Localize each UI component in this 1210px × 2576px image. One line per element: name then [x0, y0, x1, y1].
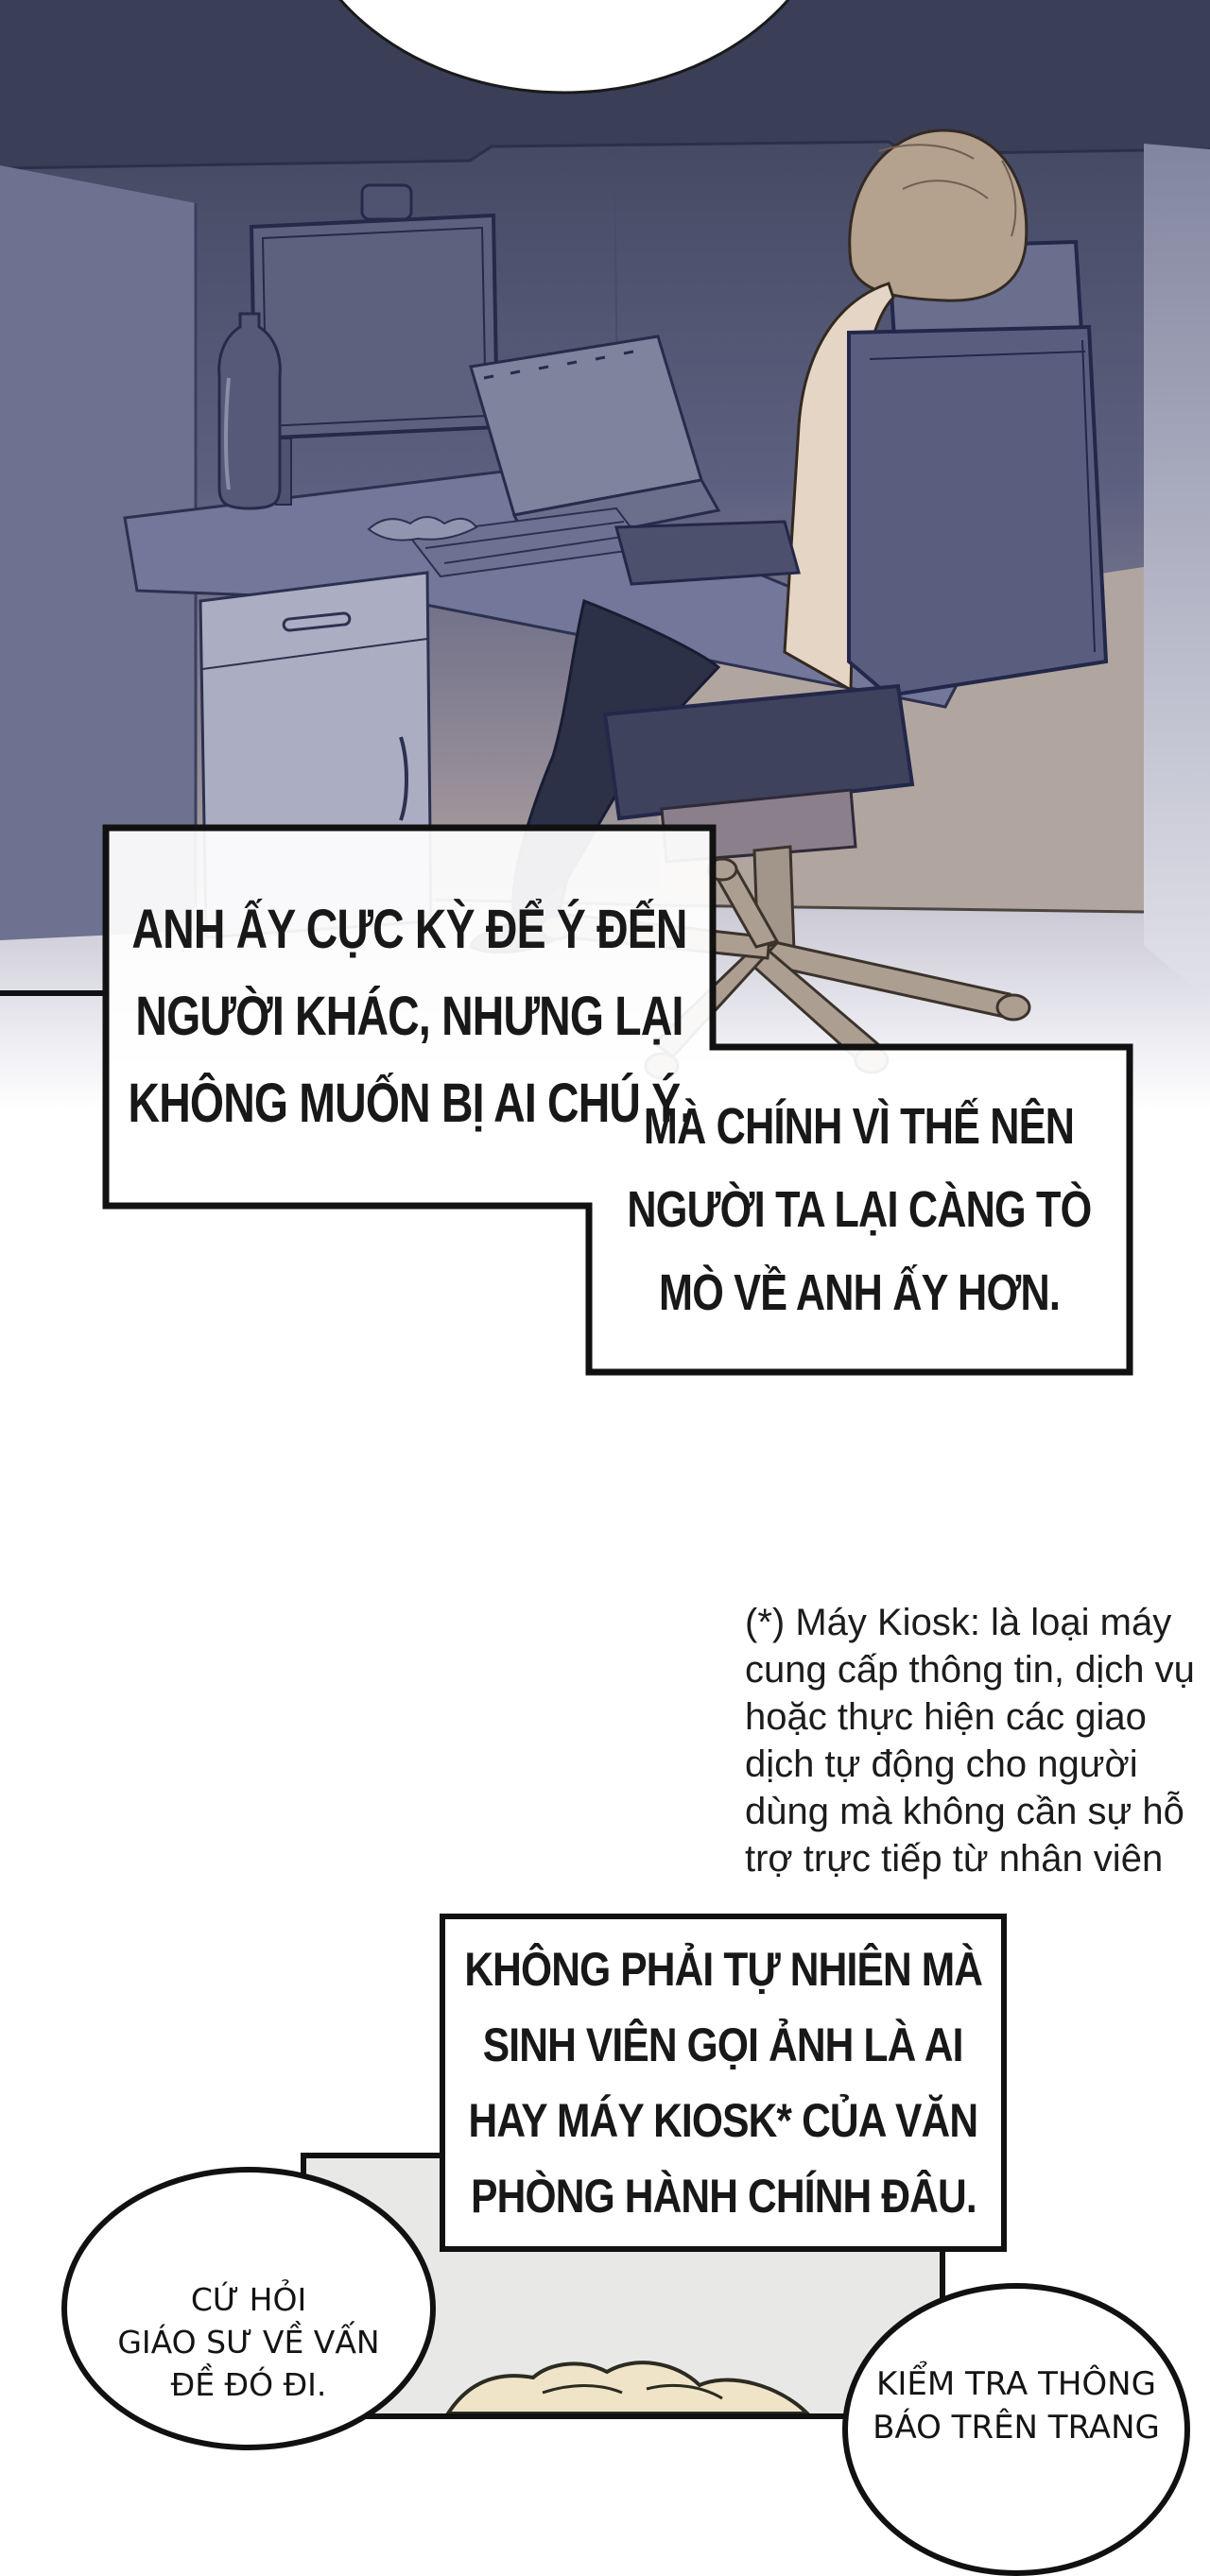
- speech-line: GIÁO SƯ VỀ VẤN: [117, 2324, 380, 2361]
- monitor: [251, 215, 497, 438]
- footnote-line: (*) Máy Kiosk: là loại máy: [745, 1602, 1172, 1643]
- narration-line: ANH ẤY CỰC KỲ ĐỂ Ý ĐẾN: [131, 899, 687, 960]
- narration-line: KHÔNG PHẢI TỰ NHIÊN MÀ: [464, 1943, 982, 1996]
- speech-bubble-left: [61, 2167, 436, 2450]
- speech-bubble-right: [842, 2283, 1190, 2576]
- speech-line: BÁO TRÊN TRANG: [873, 2409, 1160, 2447]
- narration-box-2: [589, 1047, 1130, 1372]
- narration-box-3: [440, 1914, 1007, 2252]
- narration-line: MÒ VỀ ANH ẤY HƠN.: [658, 1264, 1061, 1321]
- narration-line: PHÒNG HÀNH CHÍNH ĐÂU.: [470, 2170, 977, 2223]
- speech-line: KIỂM TRA THÔNG: [876, 2365, 1156, 2403]
- narration-line: NGƯỜI KHÁC, NHƯNG LẠI: [135, 986, 683, 1047]
- narration-line: MÀ CHÍNH VÌ THẾ NÊN: [644, 1098, 1075, 1155]
- webcam: [362, 185, 411, 219]
- speech-line: CỨ HỎI: [190, 2281, 307, 2318]
- speech-line: ĐỀ ĐÓ ĐI.: [170, 2366, 327, 2403]
- narration-line: KHÔNG MUỐN BỊ AI CHÚ Ý.: [128, 1073, 691, 1134]
- footnote-line: dùng mà không cần sự hỗ: [745, 1791, 1184, 1832]
- narration-line: HAY MÁY KIOSK* CỦA VĂN: [468, 2094, 978, 2147]
- chair-armrest: [616, 522, 799, 584]
- footnote-line: cung cấp thông tin, dịch vụ: [745, 1649, 1195, 1691]
- footnote-line: dịch tự động cho người: [745, 1743, 1138, 1785]
- blond-head: [448, 2362, 807, 2413]
- kiosk-footnote: [745, 1599, 1210, 1882]
- footnote-line: hoặc thực hiện các giao: [745, 1696, 1147, 1738]
- chair-back: [849, 327, 1106, 696]
- narration-line: SINH VIÊN GỌI ẢNH LÀ AI: [483, 2018, 963, 2071]
- narration-line: NGƯỜI TA LẠI CÀNG TÒ: [627, 1181, 1092, 1238]
- footnote-line: trợ trực tiếp từ nhân viên: [745, 1838, 1164, 1880]
- right-wall-strip: [1144, 144, 1210, 1002]
